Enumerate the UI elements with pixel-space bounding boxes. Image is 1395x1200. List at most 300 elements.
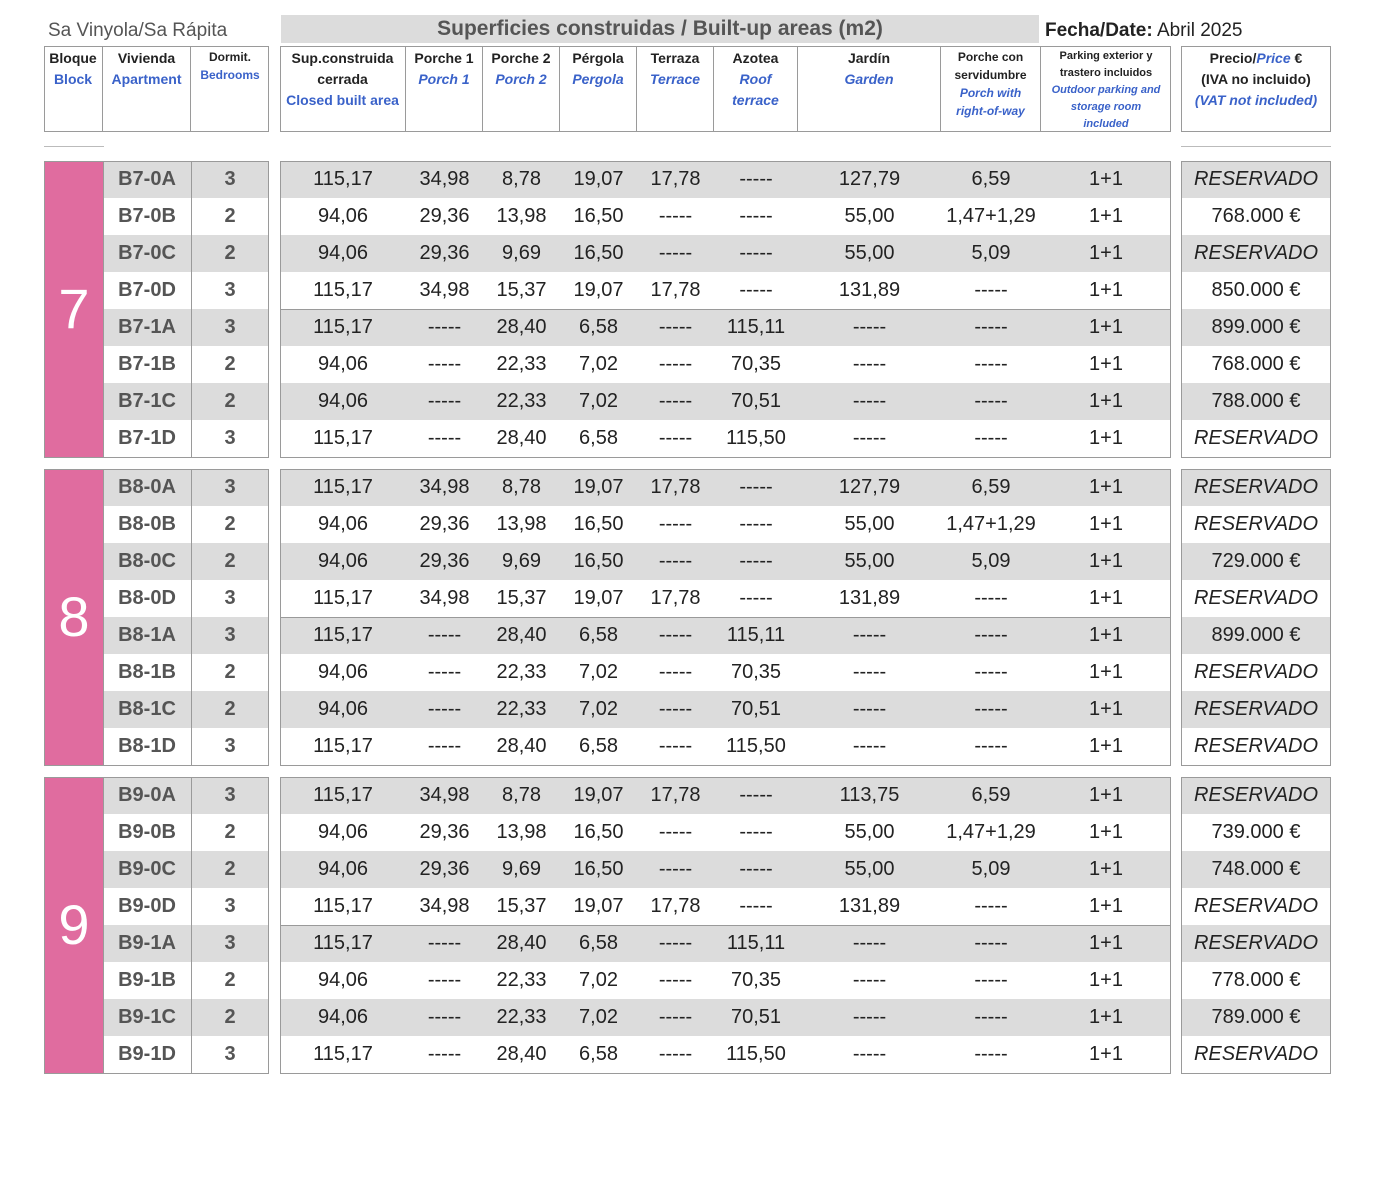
cell-price: RESERVADO [1193,513,1319,535]
cell-roof: ----- [739,550,773,572]
cell-bed: 3 [224,587,236,609]
cell-garden: 55,00 [844,821,895,843]
column-divider [191,777,192,1073]
cell-roof: 115,50 [726,1043,786,1065]
cell-porch: 1,47+1,29 [946,513,1036,535]
block-frame [44,469,269,766]
cell-perg: 7,02 [579,969,618,991]
cell-p1: 29,36 [419,858,470,880]
cell-price: 850.000 € [1211,279,1301,301]
cell-terr: ----- [658,1006,693,1028]
cell-roof: ----- [739,205,773,227]
col-terrace-es: Terraza [650,50,700,66]
cell-perg: 7,02 [579,390,618,412]
cell-bed: 2 [224,550,236,572]
col-header-porch-row [941,46,1041,132]
cell-price: RESERVADO [1193,895,1319,917]
col-price-vat-es: (IVA no incluido) [1201,71,1311,87]
cell-perg: 16,50 [573,858,624,880]
cell-p1: 34,98 [419,168,470,190]
cell-p1: 34,98 [419,587,470,609]
cell-apt: B7-0A [118,168,176,190]
cell-closed: 94,06 [317,390,369,412]
cell-garden: ----- [852,1006,887,1028]
cell-park: 1+1 [1089,735,1123,757]
cell-closed: 94,06 [317,242,369,264]
cell-price: 789.000 € [1211,1006,1301,1028]
cell-porch: 6,59 [971,784,1011,806]
cell-apt: B7-0C [118,242,176,264]
cell-bed: 3 [224,427,236,449]
cell-price: RESERVADO [1193,784,1319,806]
cell-terr: 17,78 [650,168,701,190]
cell-apt: B8-0A [118,476,176,498]
cell-perg: 19,07 [573,168,624,190]
col-porch2-en: Porch 2 [495,71,547,87]
cell-price: 768.000 € [1211,353,1301,375]
cell-price: RESERVADO [1193,661,1319,683]
cell-p2: 15,37 [496,279,547,301]
block-frame [44,777,269,1074]
col-roof-en2: terrace [732,92,779,108]
cell-roof: ----- [739,242,773,264]
cell-p2: 28,40 [496,932,547,954]
column-divider [103,469,104,765]
cell-porch: 1,47+1,29 [946,821,1036,843]
cell-closed: 115,17 [313,587,373,609]
cell-terr: ----- [658,698,693,720]
cell-price: 899.000 € [1211,624,1301,646]
cell-garden: 131,89 [838,279,901,301]
cell-p1: ----- [427,735,462,757]
cell-apt: B9-1A [118,932,176,954]
col-bedrooms-es: Dormit. [209,50,251,64]
cell-p1: 29,36 [419,242,470,264]
cell-perg: 16,50 [573,242,624,264]
cell-p2: 15,37 [496,895,547,917]
cell-p2: 9,69 [502,858,541,880]
cell-perg: 19,07 [573,279,624,301]
cell-bed: 3 [224,279,236,301]
col-header-price [1181,46,1331,132]
cell-price: RESERVADO [1193,587,1319,609]
cell-price: RESERVADO [1193,698,1319,720]
cell-roof: 115,11 [726,932,786,954]
cell-park: 1+1 [1089,168,1123,190]
cell-bed: 2 [224,858,236,880]
cell-garden: ----- [852,390,887,412]
cell-garden: 127,79 [838,168,901,190]
cell-terr: 17,78 [650,476,701,498]
cell-perg: 6,58 [579,624,618,646]
block-number: 8 [58,585,90,648]
col-parking-es1: Parking exterior y [1059,50,1153,62]
cell-p1: 29,36 [419,205,470,227]
cell-perg: 7,02 [579,661,618,683]
cell-park: 1+1 [1089,932,1123,954]
cell-closed: 115,17 [313,279,373,301]
cell-price: 899.000 € [1211,316,1301,338]
cell-roof: 70,35 [730,353,782,375]
cell-p1: 29,36 [419,821,470,843]
cell-bed: 3 [224,932,236,954]
col-block-es: Bloque [49,50,97,66]
cell-p1: ----- [427,661,462,683]
cell-garden: ----- [852,969,887,991]
cell-price: 768.000 € [1211,205,1301,227]
cell-apt: B9-1B [118,969,176,991]
cell-bed: 2 [224,821,236,843]
cell-garden: 55,00 [844,513,895,535]
cell-bed: 3 [224,895,236,917]
cell-apt: B8-0D [118,587,176,609]
cell-p2: 8,78 [502,784,541,806]
cell-roof: ----- [739,587,773,609]
cell-garden: ----- [852,735,887,757]
cell-p2: 22,33 [496,969,547,991]
cell-roof: 70,51 [730,1006,782,1028]
cell-park: 1+1 [1089,550,1123,572]
cell-porch: ----- [974,353,1008,375]
col-header-terrace [637,46,714,132]
cell-roof: ----- [739,895,773,917]
cell-p2: 22,33 [496,698,547,720]
cell-apt: B9-0D [118,895,176,917]
cell-p1: 34,98 [419,895,470,917]
col-price-vat-en: (VAT not included) [1194,92,1318,108]
cell-p1: ----- [427,698,462,720]
cell-perg: 16,50 [573,821,624,843]
cell-closed: 94,06 [317,353,369,375]
cell-closed: 94,06 [317,1006,369,1028]
cell-terr: ----- [658,353,693,375]
cell-p2: 13,98 [496,821,547,843]
cell-garden: 55,00 [844,550,895,572]
cell-bed: 3 [224,624,236,646]
cell-roof: ----- [739,858,773,880]
cell-perg: 19,07 [573,476,624,498]
cell-perg: 16,50 [573,513,624,535]
cell-roof: 115,50 [726,427,786,449]
col-closed-es1: Sup.construida [291,50,394,66]
cell-porch: ----- [974,969,1008,991]
cell-apt: B7-1C [118,390,176,412]
cell-park: 1+1 [1089,895,1123,917]
cell-perg: 6,58 [579,932,618,954]
cell-price: RESERVADO [1193,476,1319,498]
cell-p2: 28,40 [496,735,547,757]
cell-apt: B8-1C [118,698,176,720]
col-porch2-es: Porche 2 [491,50,551,66]
cell-roof: ----- [739,476,773,498]
col-header-porch2 [483,46,560,132]
cell-park: 1+1 [1089,784,1123,806]
cell-p2: 22,33 [496,661,547,683]
cell-closed: 115,17 [313,932,373,954]
cell-porch: ----- [974,624,1008,646]
cell-apt: B9-1C [118,1006,176,1028]
cell-apt: B8-0C [118,550,176,572]
col-header-block [44,46,103,132]
cell-terr: ----- [658,550,693,572]
cell-apt: B7-1D [118,427,176,449]
cell-p2: 28,40 [496,624,547,646]
cell-closed: 94,06 [317,205,369,227]
column-divider [191,161,192,457]
cell-p2: 22,33 [496,390,547,412]
cell-garden: 55,00 [844,205,895,227]
cell-p2: 9,69 [502,242,541,264]
cell-terr: ----- [658,205,693,227]
cell-p2: 8,78 [502,476,541,498]
col-header-bedrooms [191,46,269,132]
cell-garden: 55,00 [844,858,895,880]
block-frame [44,161,269,458]
cell-porch: 5,09 [971,858,1011,880]
cell-park: 1+1 [1089,698,1123,720]
cell-perg: 19,07 [573,587,624,609]
cell-porch: ----- [974,1043,1008,1065]
separator-left [44,146,104,147]
col-header-pergola [560,46,637,132]
cell-p2: 13,98 [496,513,547,535]
cell-garden: ----- [852,427,887,449]
cell-perg: 6,58 [579,735,618,757]
col-header-parking [1041,46,1171,132]
col-price-currency: € [1290,50,1303,66]
cell-apt: B9-1D [118,1043,176,1065]
cell-terr: ----- [658,932,693,954]
cell-p2: 13,98 [496,205,547,227]
cell-park: 1+1 [1089,858,1123,880]
cell-apt: B8-1B [118,661,176,683]
cell-perg: 16,50 [573,550,624,572]
block-number: 7 [58,277,90,340]
cell-p2: 28,40 [496,316,547,338]
cell-terr: ----- [658,624,693,646]
cell-bed: 2 [224,242,236,264]
cell-roof: ----- [739,784,773,806]
cell-apt: B7-1A [118,316,176,338]
col-parking-en3: included [1083,118,1129,130]
cell-bed: 2 [224,969,236,991]
cell-terr: ----- [658,858,693,880]
cell-price: RESERVADO [1193,168,1319,190]
cell-porch: ----- [974,427,1008,449]
cell-garden: ----- [852,624,887,646]
cell-p1: ----- [427,1006,462,1028]
cell-perg: 6,58 [579,316,618,338]
cell-roof: 70,35 [730,661,782,683]
date-label: Fecha/Date: [1045,20,1153,41]
cell-park: 1+1 [1089,513,1123,535]
cell-bed: 2 [224,698,236,720]
column-divider [191,469,192,765]
cell-perg: 6,58 [579,1043,618,1065]
cell-price: RESERVADO [1193,932,1319,954]
cell-porch: 5,09 [971,550,1011,572]
cell-apt: B9-0A [118,784,176,806]
cell-garden: 113,75 [839,784,900,806]
cell-price: RESERVADO [1193,242,1319,264]
cell-porch: ----- [974,932,1008,954]
cell-p2: 8,78 [502,168,541,190]
cell-bed: 2 [224,1006,236,1028]
cell-closed: 94,06 [317,513,369,535]
cell-perg: 7,02 [579,1006,618,1028]
cell-bed: 2 [224,353,236,375]
cell-park: 1+1 [1089,205,1123,227]
cell-p1: 34,98 [419,279,470,301]
cell-garden: ----- [852,1043,887,1065]
col-porchrow-en1: Porch with [959,86,1022,100]
cell-p1: ----- [427,624,462,646]
cell-roof: ----- [739,513,773,535]
cell-terr: 17,78 [650,895,701,917]
cell-p1: ----- [427,353,462,375]
cell-price: 748.000 € [1211,858,1301,880]
cell-apt: B9-0C [118,858,176,880]
cell-roof: ----- [739,168,773,190]
cell-park: 1+1 [1089,353,1123,375]
cell-apt: B8-0B [118,513,176,535]
cell-garden: 131,89 [838,895,901,917]
cell-bed: 3 [224,735,236,757]
cell-closed: 94,06 [317,969,369,991]
cell-perg: 6,58 [579,427,618,449]
cell-park: 1+1 [1089,587,1123,609]
col-price-en: Price [1256,50,1291,66]
cell-garden: 131,89 [838,587,901,609]
col-pergola-en: Pergola [572,71,624,87]
cell-garden: ----- [852,353,887,375]
cell-porch: ----- [974,895,1008,917]
cell-p1: ----- [427,427,462,449]
cell-roof: 115,50 [726,735,786,757]
cell-p2: 15,37 [496,587,547,609]
cell-terr: 17,78 [650,784,701,806]
cell-perg: 19,07 [573,784,624,806]
cell-p1: 34,98 [419,476,470,498]
cell-terr: ----- [658,661,693,683]
cell-roof: ----- [739,279,773,301]
cell-price: RESERVADO [1193,735,1319,757]
cell-p1: 34,98 [419,784,470,806]
cell-porch: ----- [974,698,1008,720]
cell-perg: 7,02 [579,698,618,720]
cell-closed: 115,17 [313,427,373,449]
separator-right [1181,146,1331,147]
cell-bed: 3 [224,476,236,498]
col-parking-es2: trastero incluidos [1059,67,1153,79]
cell-roof: 70,51 [730,390,782,412]
cell-perg: 16,50 [573,205,624,227]
cell-garden: ----- [852,698,887,720]
col-bedrooms-en: Bedrooms [200,68,260,82]
cell-garden: 55,00 [844,242,895,264]
cell-p1: ----- [427,969,462,991]
col-terrace-en: Terrace [649,71,701,87]
cell-bed: 2 [224,390,236,412]
cell-p1: ----- [427,390,462,412]
date-value: Abril 2025 [1156,20,1243,41]
floor-divider [280,309,1171,310]
cell-park: 1+1 [1089,969,1123,991]
col-closed-es2: cerrada [317,71,368,87]
cell-park: 1+1 [1089,1006,1123,1028]
cell-roof: ----- [739,821,773,843]
cell-closed: 94,06 [317,821,369,843]
col-header-roof [714,46,798,132]
col-header-garden [798,46,941,132]
cell-garden: ----- [852,661,887,683]
cell-bed: 3 [224,784,236,806]
cell-closed: 115,17 [313,895,373,917]
cell-p2: 28,40 [496,1043,547,1065]
cell-terr: ----- [658,821,693,843]
cell-porch: ----- [974,279,1008,301]
col-parking-en2: storage room [1070,101,1142,113]
cell-bed: 3 [224,316,236,338]
cell-bed: 2 [224,205,236,227]
col-price-es: Precio/ [1209,50,1257,66]
cell-porch: ----- [974,390,1008,412]
cell-p1: ----- [427,932,462,954]
cell-p2: 28,40 [496,427,547,449]
col-roof-es: Azotea [732,50,779,66]
col-apartment-es: Vivienda [117,50,176,66]
col-porch1-es: Porche 1 [414,50,474,66]
col-porchrow-es1: Porche con [957,50,1024,64]
cell-terr: ----- [658,427,693,449]
cell-porch: ----- [974,735,1008,757]
col-porchrow-en2: right-of-way [956,104,1025,118]
cell-terr: 17,78 [650,587,701,609]
cell-park: 1+1 [1089,279,1123,301]
col-header-apartment [103,46,191,132]
cell-park: 1+1 [1089,624,1123,646]
cell-price: 739.000 € [1211,821,1301,843]
cell-park: 1+1 [1089,427,1123,449]
column-divider [103,777,104,1073]
col-apartment-en: Apartment [111,71,182,87]
cell-price: 729.000 € [1211,550,1301,572]
col-pergola-es: Pérgola [572,50,624,66]
cell-p1: 29,36 [419,513,470,535]
block-number: 9 [58,893,90,956]
cell-terr: ----- [658,969,693,991]
cell-closed: 94,06 [317,698,369,720]
cell-porch: 1,47+1,29 [946,205,1036,227]
block-frame [1181,161,1331,458]
cell-porch: ----- [974,1006,1008,1028]
cell-park: 1+1 [1089,390,1123,412]
cell-bed: 3 [224,1043,236,1065]
cell-price: RESERVADO [1193,1043,1319,1065]
cell-perg: 7,02 [579,353,618,375]
cell-closed: 94,06 [317,550,369,572]
cell-price: RESERVADO [1193,427,1319,449]
cell-porch: 5,09 [971,242,1011,264]
cell-apt: B7-0D [118,279,176,301]
col-closed-en: Closed built area [286,92,399,108]
cell-bed: 2 [224,661,236,683]
cell-terr: ----- [658,513,693,535]
col-garden-en: Garden [844,71,894,87]
col-block-en: Block [53,71,93,87]
cell-closed: 94,06 [317,661,369,683]
cell-porch: 6,59 [971,476,1011,498]
